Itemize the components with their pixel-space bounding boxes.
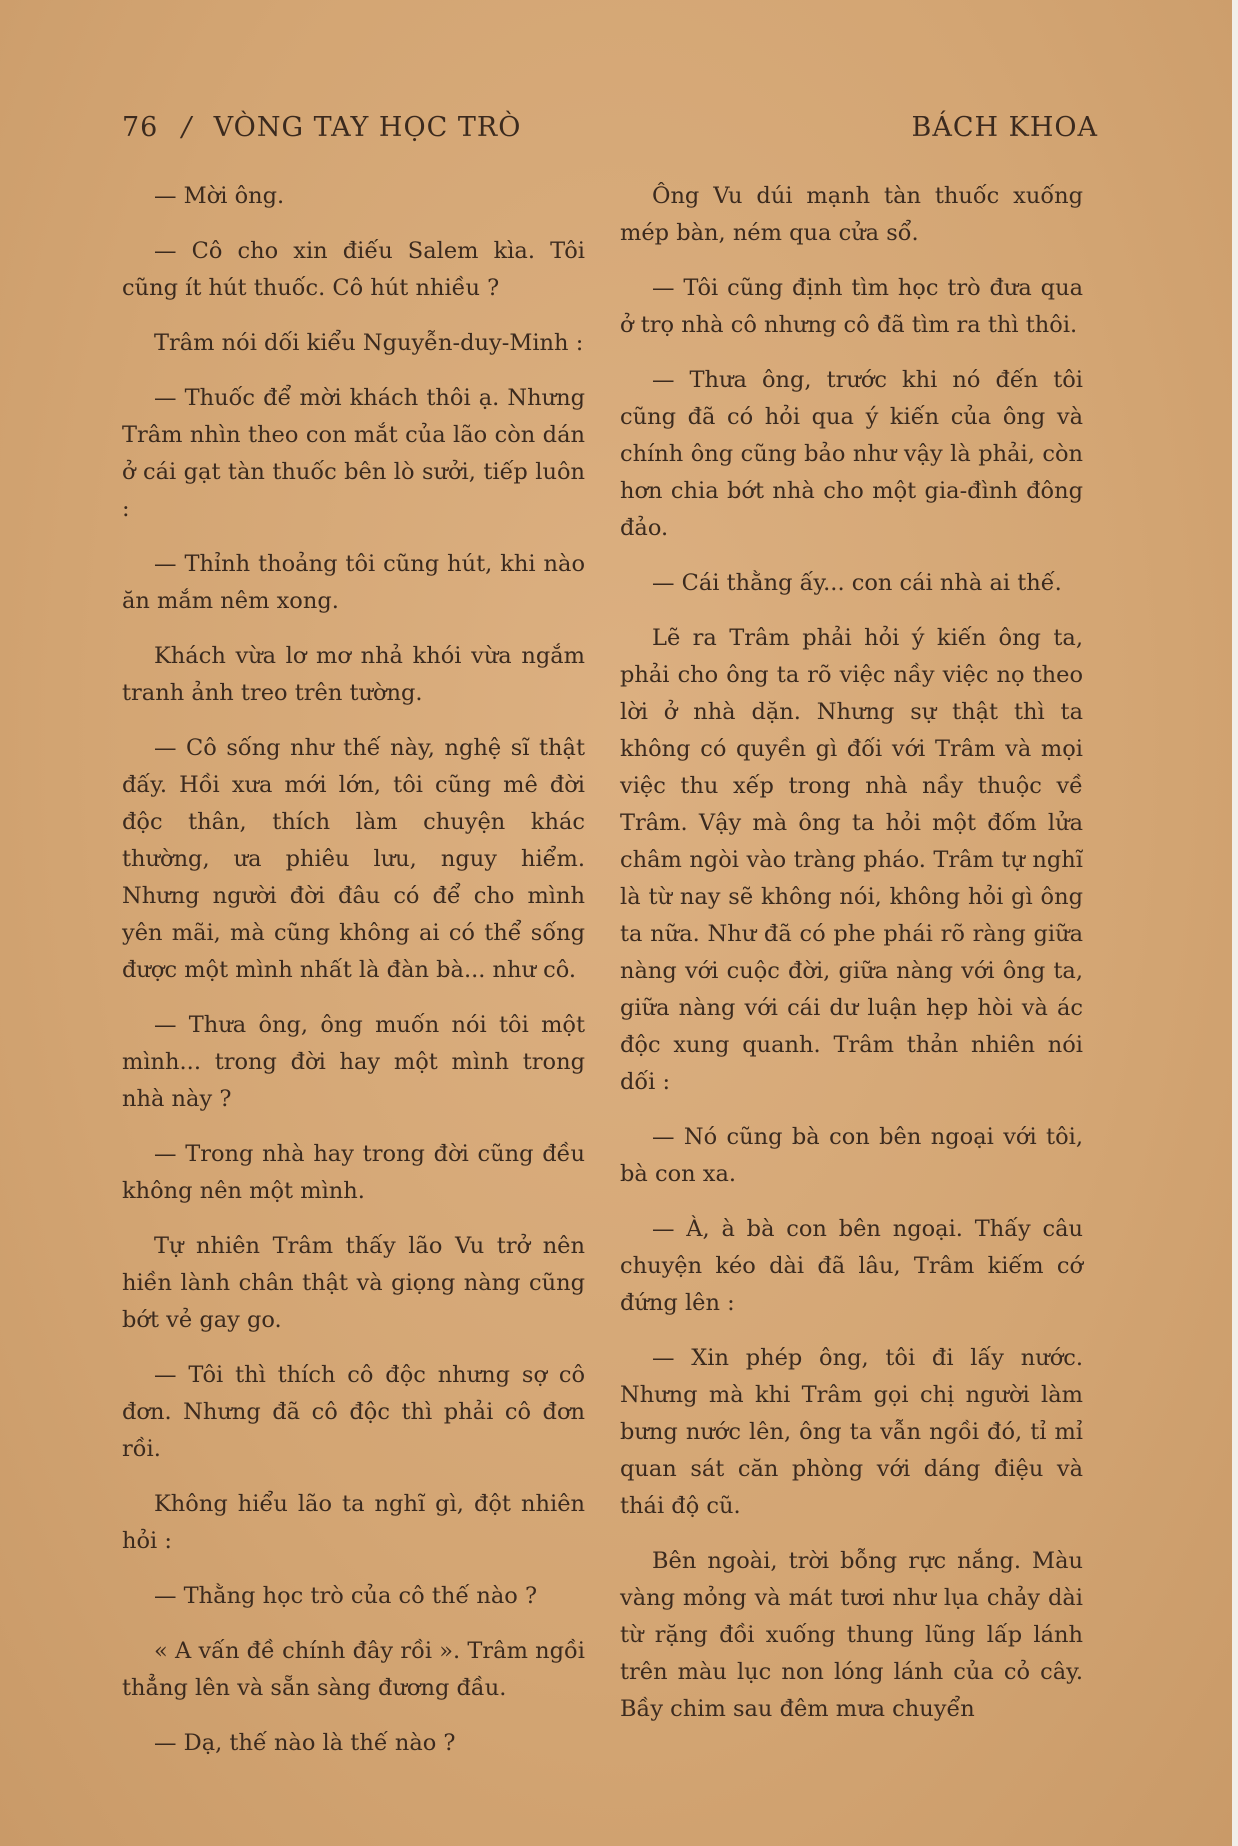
magazine-name: BÁCH KHOA — [911, 112, 1098, 143]
paragraph: Lẽ ra Trâm phải hỏi ý kiến ông ta, phải cho ông ta rõ việc nầy việc nọ theo lời ở nhà dặn. Nhưng sự thật thì ta không có quyền gì đối với Trâm và mọi việc thu xếp trong nhà nầy thuộc về Trâm. Vậy mà ông ta hỏi một đốm lửa châm ngòi vào tràng pháo. Trâm tự nghĩ là từ nay sẽ không nói, không hỏi gì ông ta nữa. Như đã có phe phái rõ ràng giữa nàng với cuộc đời, giữa nàng với ông ta, giữa nàng với cái dư luận hẹp hòi và ác độc xung quanh. Trâm thản nhiên nói dối : — [620, 625, 1083, 1095]
paragraph: — Thưa ông, trước khi nó đến tôi cũng đã có hỏi qua ý kiến của ông và chính ông cũng bảo như vậy là phải, còn hơn chia bớt nhà cho một gia-đình đông đảo. — [620, 367, 1083, 541]
paragraph: — Dạ, thế nào là thế nào ? — [154, 1730, 456, 1756]
paragraph: — Thưa ông, ông muốn nói tôi một mình... trong đời hay một mình trong nhà này ? — [122, 1012, 585, 1112]
paragraph: Trâm nói dối kiểu Nguyễn-duy-Minh : — [154, 330, 584, 356]
left-column — [122, 178, 585, 1780]
paragraph: — Thuốc để mời khách thôi ạ. Nhưng Trâm nhìn theo con mắt của lão còn dán ở cái gạt tàn thuốc bên lò sưởi, tiếp luôn : — [122, 385, 585, 522]
paragraph: Khách vừa lơ mơ nhả khói vừa ngắm tranh ảnh treo trên tường. — [122, 643, 585, 706]
page-edge — [1232, 0, 1238, 1846]
paragraph: — Trong nhà hay trong đời cũng đều không nên một mình. — [122, 1141, 585, 1204]
header-separator: / — [181, 112, 193, 143]
paragraph: — Tôi cũng định tìm học trò đưa qua ở trọ nhà cô nhưng cô đã tìm ra thì thôi. — [620, 275, 1083, 338]
paragraph: Ông Vu dúi mạnh tàn thuốc xuống mép bàn, ném qua cửa sổ. — [620, 183, 1083, 246]
paragraph: — Cô cho xin điếu Salem kìa. Tôi cũng ít hút thuốc. Cô hút nhiều ? — [122, 238, 585, 301]
running-header — [122, 112, 1098, 156]
paragraph: Tự nhiên Trâm thấy lão Vu trở nên hiền lành chân thật và giọng nàng cũng bớt vẻ gay go. — [122, 1233, 585, 1333]
right-column — [620, 178, 1083, 1746]
paragraph: — Thằng học trò của cô thế nào ? — [154, 1583, 538, 1609]
paragraph: Bên ngoài, trời bỗng rực nắng. Màu vàng mỏng và mát tươi như lụa chảy dài từ rặng đồi xuống thung lũng lấp lánh trên màu lục non lóng lánh của cỏ cây. Bầy chim sau đêm mưa chuyển — [620, 1548, 1083, 1722]
paragraph: — Nó cũng bà con bên ngoại với tôi, bà con xa. — [620, 1124, 1083, 1187]
header-left — [122, 112, 521, 143]
paragraph: Không hiểu lão ta nghĩ gì, đột nhiên hỏi : — [122, 1491, 585, 1554]
paragraph: — À, à bà con bên ngoại. Thấy câu chuyện kéo dài đã lâu, Trâm kiếm cớ đứng lên : — [620, 1216, 1083, 1316]
paragraph: — Thỉnh thoảng tôi cũng hút, khi nào ăn mắm nêm xong. — [122, 551, 585, 614]
running-title: VÒNG TAY HỌC TRÒ — [213, 112, 522, 143]
paragraph: — Cô sống như thế này, nghệ sĩ thật đấy. Hồi xưa mới lớn, tôi cũng mê đời độc thân, thích làm chuyện khác thường, ưa phiêu lưu, nguy hiểm. Nhưng người đời đâu có để cho mình yên mãi, mà cũng không ai có thể sống được một mình nhất là đàn bà... như cô. — [122, 735, 585, 983]
paragraph: — Xin phép ông, tôi đi lấy nước. Nhưng mà khi Trâm gọi chị người làm bưng nước lên, ông ta vẫn ngồi đó, tỉ mỉ quan sát căn phòng với dáng điệu và thái độ cũ. — [620, 1345, 1083, 1519]
paragraph: « A vấn đề chính đây rồi ». Trâm ngồi thẳng lên và sẵn sàng đương đầu. — [122, 1638, 585, 1701]
paragraph: — Cái thằng ấy... con cái nhà ai thế. — [652, 570, 1062, 596]
page-number: 76 — [122, 112, 159, 143]
paragraph: — Mời ông. — [154, 183, 285, 209]
paragraph: — Tôi thì thích cô độc nhưng sợ cô đơn. Nhưng đã cô độc thì phải cô đơn rồi. — [122, 1362, 585, 1462]
